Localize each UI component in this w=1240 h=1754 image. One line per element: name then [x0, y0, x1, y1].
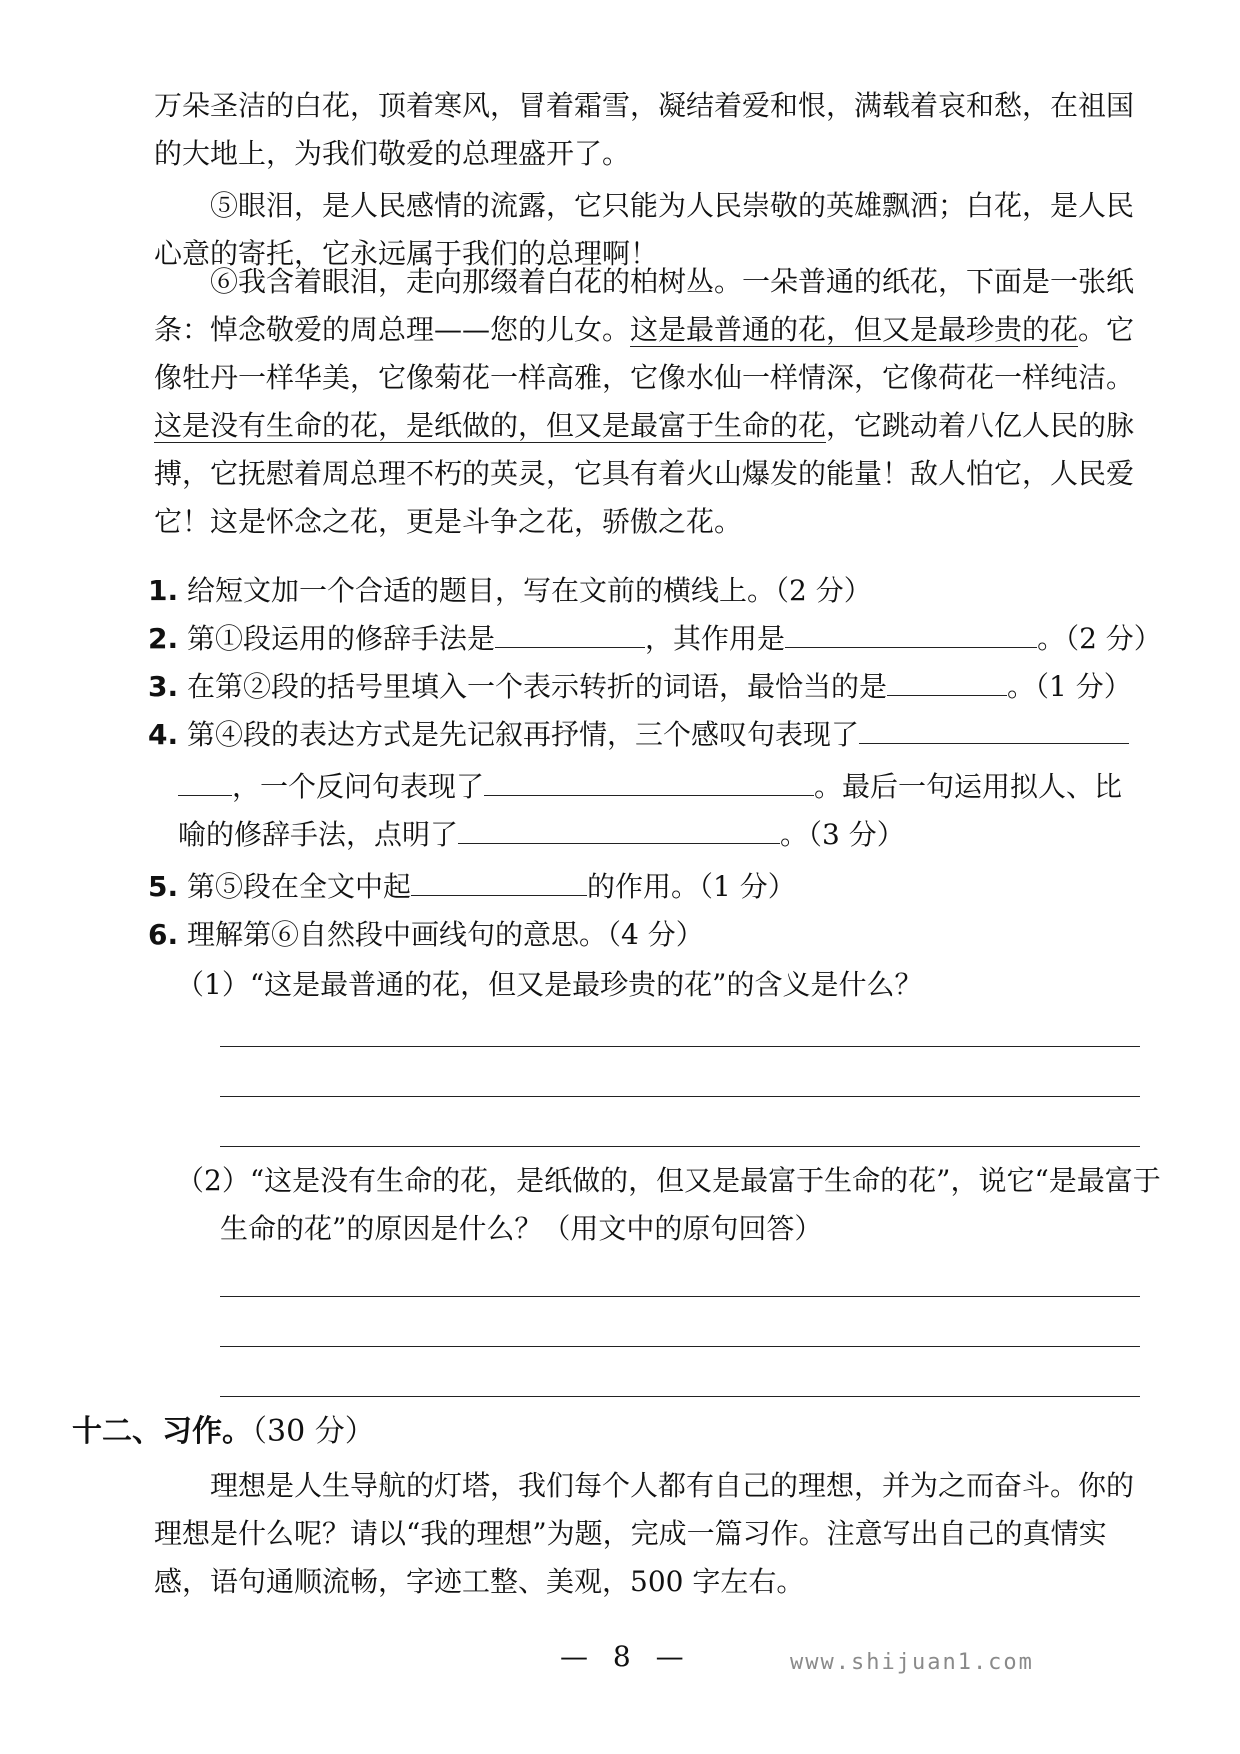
section-score: （30 分） — [252, 1414, 375, 1449]
question-number: 1. — [148, 574, 179, 607]
question-text: 。最后一句运用拟人、比 — [814, 770, 1123, 803]
passage-text: 万朵圣洁的白花，顶着寒风，冒着霜雪，凝结着爱和恨，满载着哀和愁，在祖国的大地上，为我们敬爱的总理盛开了。 — [154, 89, 1135, 170]
question-6-2 — [176, 1158, 1168, 1204]
watermark: www.shijuan1.com — [790, 1650, 1034, 1675]
writing-prompt — [154, 1462, 1140, 1606]
answer-line[interactable] — [220, 1046, 1140, 1047]
question-text: 。（1 分） — [1007, 670, 1132, 703]
answer-blank[interactable] — [495, 617, 645, 648]
question-6-1 — [176, 962, 1168, 1008]
passage-paragraph-6 — [154, 258, 1140, 546]
question-text: 理解第⑥自然段中画线句的意思。（4 分） — [187, 918, 704, 951]
passage-text: ，它跳动着八亿人民的脉搏，它抚慰着周总理不朽的英灵，它具有着火山爆发的能量！敌人怕它，人民爱它！这是怀念之花，更是斗争之花，骄傲之花。 — [154, 409, 1135, 538]
question-text: ，其作用是 — [645, 622, 786, 655]
sub-question-text: （1）“这是最普通的花，但又是最珍贵的花”的含义是什么？ — [176, 968, 923, 1001]
question-text: 。（3 分） — [780, 818, 905, 851]
underlined-sentence-1: 这是最普通的花，但又是最珍贵的花 — [630, 313, 1079, 346]
question-number: 5. — [148, 870, 179, 903]
answer-line[interactable] — [220, 1296, 1140, 1297]
question-number: 3. — [148, 670, 179, 703]
question-4 — [148, 712, 1140, 758]
question-4-line-2 — [178, 764, 1170, 810]
answer-blank[interactable] — [178, 765, 232, 796]
passage-paragraph-top — [154, 82, 1140, 178]
question-text: 喻的修辞手法，点明了 — [178, 818, 459, 851]
question-1 — [148, 568, 1140, 614]
question-text: 第④段的表达方式是先记叙再抒情，三个感叹句表现了 — [187, 718, 860, 751]
question-5 — [148, 864, 1140, 910]
question-number: 2. — [148, 622, 179, 655]
answer-line[interactable] — [220, 1096, 1140, 1097]
answer-blank[interactable] — [411, 865, 587, 896]
question-text: 在第②段的括号里填入一个表示转折的词语，最恰当的是 — [187, 670, 888, 703]
writing-prompt-text: 理想是人生导航的灯塔，我们每个人都有自己的理想，并为之而奋斗。你的理想是什么呢？请以“我的理想”为题，完成一篇习作。注意写出自己的真情实感，语句通顺流畅，字迹工整、美观，500 字左右。 — [154, 1469, 1135, 1598]
underlined-sentence-2: 这是没有生命的花，是纸做的，但又是最富于生命的花 — [154, 409, 827, 442]
question-2 — [148, 616, 1162, 662]
passage-text: 。它像牡丹一样华美，它像菊花一样高雅，它像水仙一样情深，它像荷花一样纯洁。 — [154, 313, 1135, 394]
answer-blank[interactable] — [859, 713, 1129, 744]
answer-blank[interactable] — [785, 617, 1037, 648]
answer-line[interactable] — [220, 1346, 1140, 1347]
question-3 — [148, 664, 1140, 710]
passage-text: ⑤眼泪，是人民感情的流露，它只能为人民崇敬的英雄飘洒；白花，是人民心意的寄托，它永远属于我们的总理啊！ — [154, 189, 1135, 270]
question-text: 。（2 分） — [1037, 622, 1162, 655]
answer-blank[interactable] — [887, 665, 1007, 696]
question-text: 的作用。（1 分） — [587, 870, 796, 903]
question-text: ，一个反问句表现了 — [232, 770, 485, 803]
question-text: 给短文加一个合适的题目，写在文前的横线上。（2 分） — [187, 574, 872, 607]
question-4-line-3 — [178, 812, 1170, 858]
section-title: 十二、习作。 — [72, 1414, 252, 1449]
question-number: 6. — [148, 918, 179, 951]
question-6 — [148, 912, 1140, 958]
section-12-heading — [72, 1408, 375, 1456]
sub-question-text: （2）“这是没有生命的花，是纸做的，但又是最富于生命的花”，说它“是最富于 — [176, 1164, 1161, 1197]
answer-line[interactable] — [220, 1396, 1140, 1397]
sub-question-text: 生命的花”的原因是什么？（用文中的原句回答） — [220, 1212, 823, 1245]
answer-line[interactable] — [220, 1146, 1140, 1147]
page-number: — 8 — — [560, 1640, 692, 1673]
answer-blank[interactable] — [484, 765, 814, 796]
question-text: 第⑤段在全文中起 — [187, 870, 412, 903]
passage-text: ⑥我含着眼泪，走向那缀着白花的柏树丛。一朵普通的纸花，下面是一张纸条：悼念敬爱的周总理——您的儿女。 — [154, 265, 1135, 346]
answer-blank[interactable] — [458, 813, 780, 844]
question-number: 4. — [148, 718, 179, 751]
question-text: 第①段运用的修辞手法是 — [187, 622, 496, 655]
question-6-2-line-2 — [220, 1206, 1212, 1252]
